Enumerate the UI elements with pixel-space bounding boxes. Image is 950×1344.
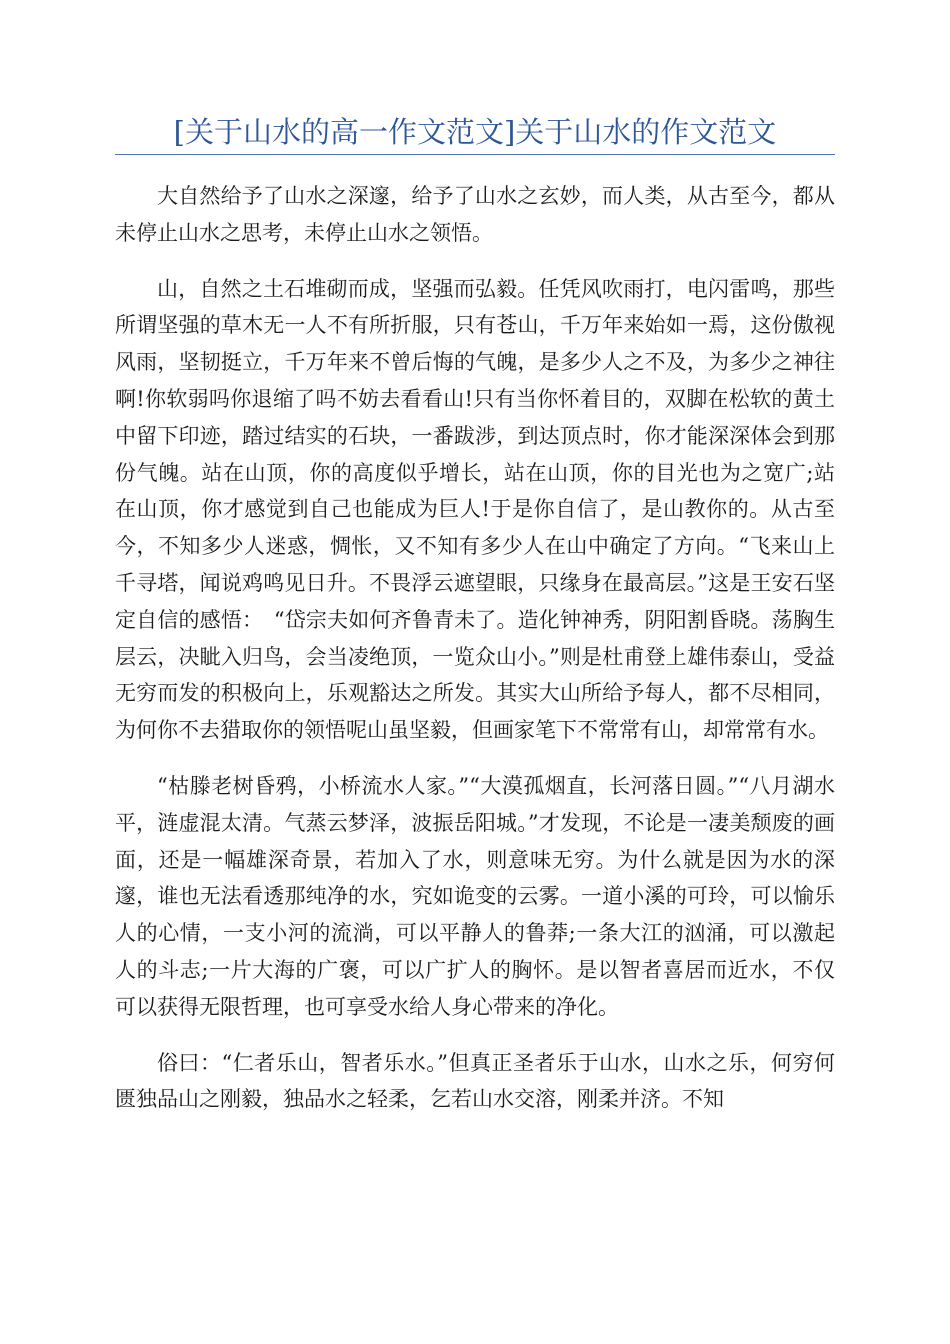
paragraph-1: 大自然给予了山水之深邃，给予了山水之玄妙，而人类，从古至今，都从未停止山水之思考，未停止山水之领悟。 xyxy=(115,184,835,245)
document-body xyxy=(115,178,835,1137)
document-title: [关于山水的高一作文范文]关于山水的作文范文 xyxy=(173,115,777,149)
title-underline xyxy=(115,154,835,155)
paragraph-4: 俗曰：“仁者乐山，智者乐水。”但真正圣者乐于山水，山水之乐，何穷何匮独品山之刚毅，独品水之轻柔，乞若山水交溶，刚柔并济。不知 xyxy=(115,1050,835,1112)
paragraph-3: “枯滕老树昏鸦，小桥流水人家。”“大漠孤烟直，长河落日圆。”“八月湖水平，涟虚混太清。气蒸云梦泽，波振岳阳城。”才发现，不论是一凄美颓废的画面，还是一幅雄深奇景，若加入了水，则意味无穷。为什么就是因为水的深邃，谁也无法看透那纯净的水，究如诡变的云雾。一道小溪的可玲，可以愉乐人的心情，一支小河的流淌，可以平静人的鲁莽;一条大江的汹涌，可以激起人的斗志;一片大海的广褒，可以广扩人的胸怀。是以智者喜居而近水，不仅可以获得无限哲理，也可享受水给人身心带来的净化。 xyxy=(115,773,835,1019)
paragraph-2: 山，自然之土石堆砌而成，坚强而弘毅。任凭风吹雨打，电闪雷鸣，那些所谓坚强的草木无一人不有所折服，只有苍山，千万年来始如一焉，这份傲视风雨，坚韧挺立，千万年来不曾后悔的气魄，是多少人之不及，为多少之神往啊!你软弱吗你退缩了吗不妨去看看山!只有当你怀着目的，双脚在松软的黄土中留下印迹，踏过结实的石块，一番跋涉，到达顶点时，你才能深深体会到那份气魄。站在山顶，你的高度似乎增长，站在山顶，你的目光也为之宽广;站在山顶，你才感觉到自己也能成为巨人!于是你自信了，是山教你的。从古至今，不知多少人迷惑，惆怅，又不知有多少人在山中确定了方向。“飞来山上千寻塔，闻说鸡鸣见日升。不畏浮云遮望眼，只缘身在最高层。”这是王安石坚定自信的感悟： “岱宗夫如何齐鲁青未了。造化钟神秀，阴阳割昏晓。荡胸生层云，决眦入归鸟，会当凌绝顶，一览众山小。”则是杜甫登上雄伟泰山，受益无穷而发的积极向上，乐观豁达之所发。其实大山所给予每人，都不尽相同，为何你不去猎取你的领悟呢山虽坚毅，但画家笔下不常常有山，却常常有水。 xyxy=(115,276,835,743)
